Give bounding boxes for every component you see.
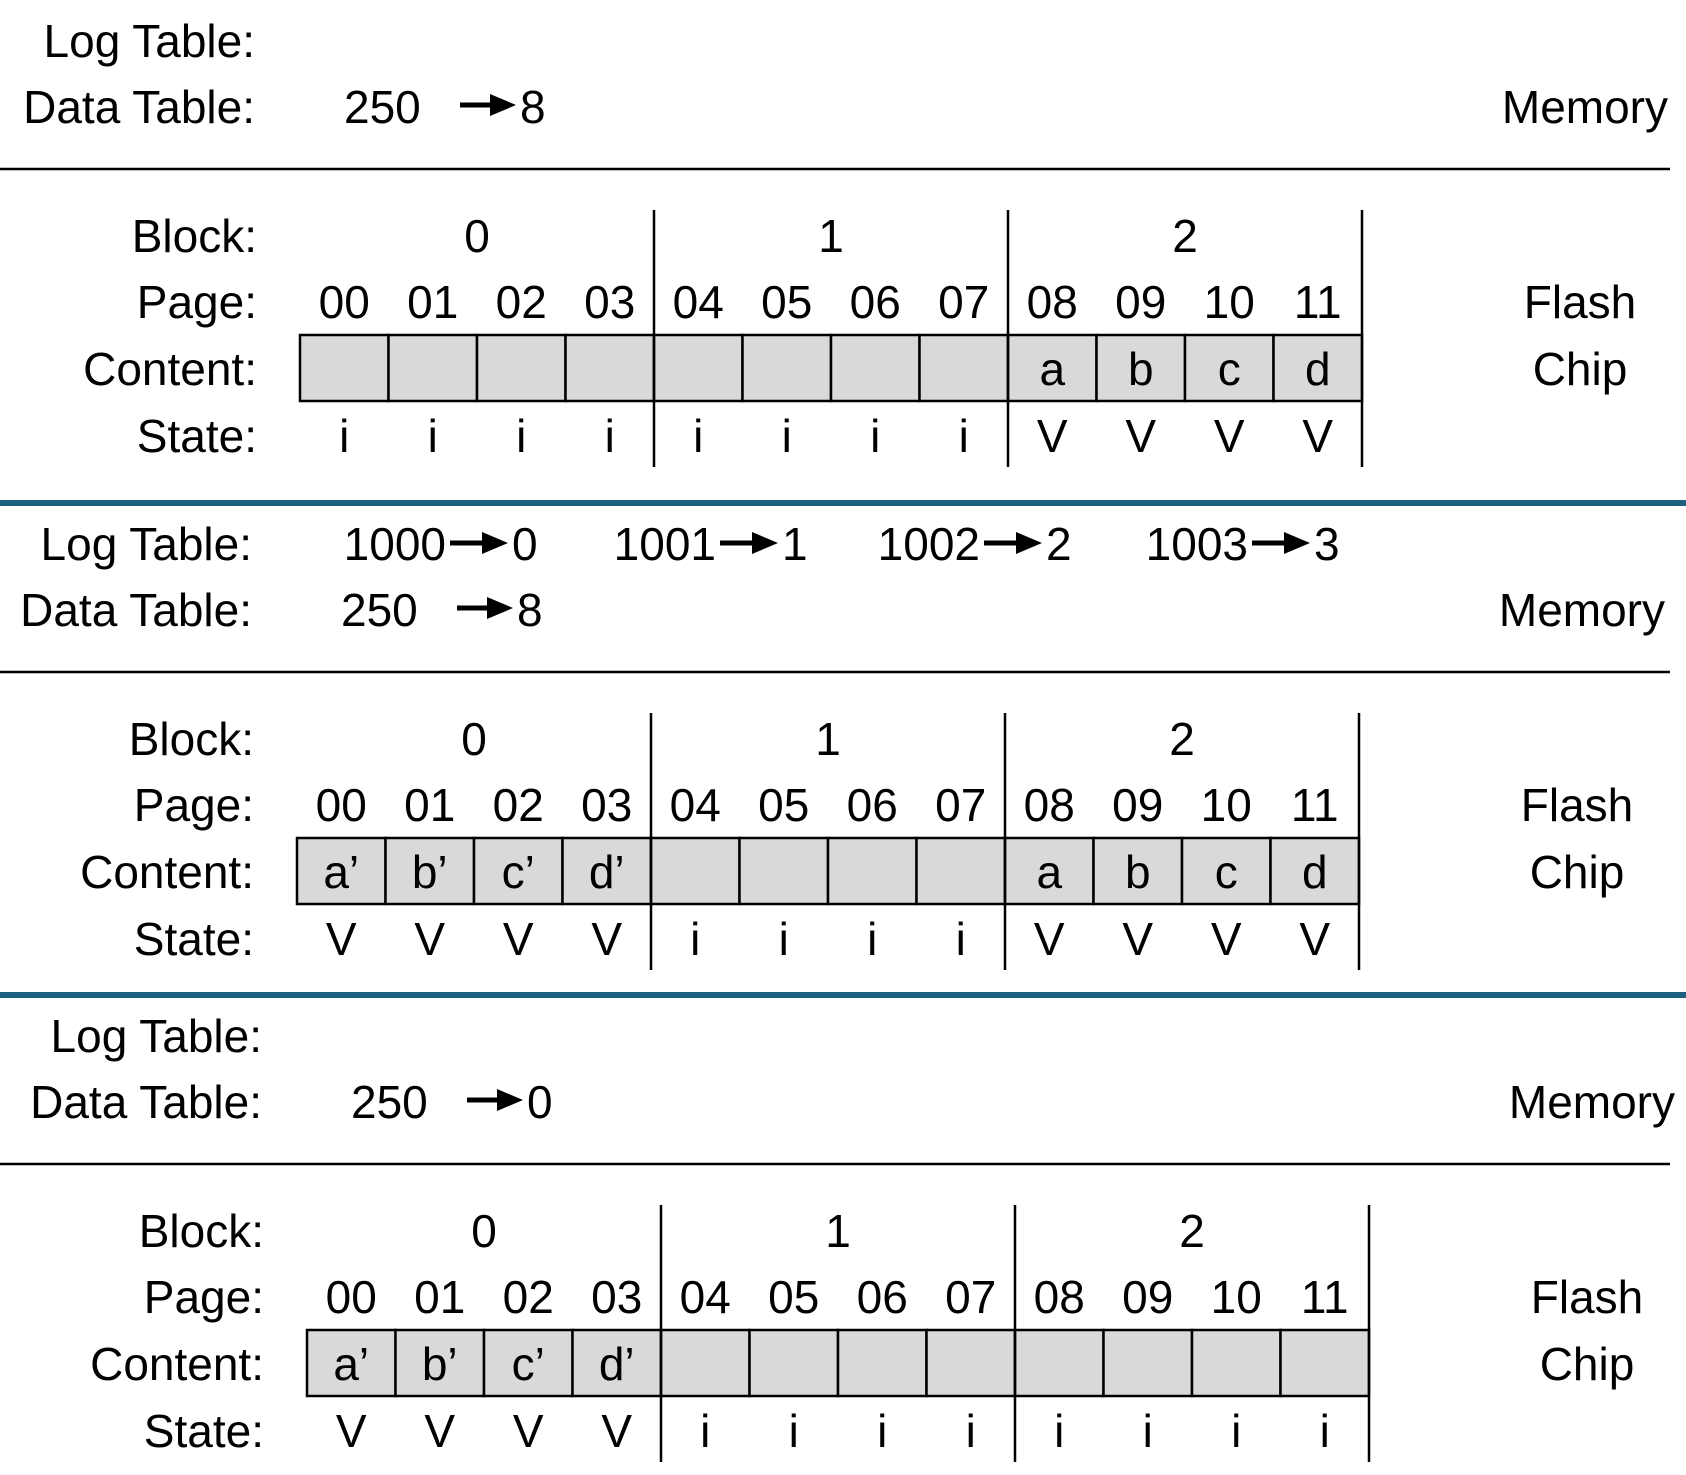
page-state: i xyxy=(693,410,704,462)
page-number: 11 xyxy=(1290,779,1339,831)
page-number: 01 xyxy=(407,276,459,328)
page-number: 06 xyxy=(846,779,898,831)
page-number: 05 xyxy=(761,276,813,328)
content-cell-value: a’ xyxy=(323,846,360,898)
content-cell xyxy=(1104,1330,1193,1396)
content-cell xyxy=(920,335,1009,401)
block-label: Block: xyxy=(138,1205,264,1257)
page-state: V xyxy=(1210,913,1242,965)
arrow-head xyxy=(1016,532,1042,554)
page-number: 09 xyxy=(1112,779,1164,831)
content-cell xyxy=(1097,335,1186,401)
page-state: i xyxy=(516,410,527,462)
content-cell xyxy=(750,1330,839,1396)
page-number: 08 xyxy=(1033,1271,1085,1323)
page-number: 06 xyxy=(856,1271,908,1323)
data-entry xyxy=(344,81,546,133)
page-number: 05 xyxy=(758,779,810,831)
page-number: 10 xyxy=(1210,1271,1262,1323)
content-cell xyxy=(1008,335,1097,401)
page-number: 04 xyxy=(679,1271,731,1323)
page-number: 10 xyxy=(1200,779,1252,831)
arrow-head xyxy=(752,532,778,554)
page-number: 11 xyxy=(1300,1271,1349,1323)
page-number: 08 xyxy=(1026,276,1078,328)
block-number: 2 xyxy=(1172,210,1198,262)
page-state: V xyxy=(414,913,446,965)
content-cell-box xyxy=(1104,1330,1193,1396)
content-cell xyxy=(1005,838,1094,904)
log-entry-arrow xyxy=(720,532,778,554)
content-cell xyxy=(566,335,655,401)
page-number: 07 xyxy=(938,276,990,328)
page-state: V xyxy=(1122,913,1154,965)
content-cell xyxy=(389,335,478,401)
content-cell-box xyxy=(661,1330,750,1396)
chip-label: Chip xyxy=(1532,343,1628,395)
content-cell xyxy=(828,838,917,904)
data-entry-from: 250 xyxy=(351,1076,428,1128)
data-entry-arrow xyxy=(467,1089,523,1111)
content-cell xyxy=(1281,1330,1370,1396)
content-cell xyxy=(477,335,566,401)
content-cell-box xyxy=(477,335,566,401)
page-number: 00 xyxy=(318,276,370,328)
content-cell-value: d xyxy=(1304,343,1331,395)
page-state: i xyxy=(788,1405,799,1457)
page-state: V xyxy=(1302,410,1334,462)
content-cell xyxy=(661,1330,750,1396)
content-cell-box xyxy=(1281,1330,1370,1396)
content-cell-box xyxy=(566,335,655,401)
arrow-head xyxy=(490,94,516,116)
page-label: Page: xyxy=(133,779,254,831)
data-entry-from: 250 xyxy=(344,81,421,133)
content-cell xyxy=(838,1330,927,1396)
log-entry xyxy=(878,518,1072,570)
content-cell-value: d’ xyxy=(598,1338,635,1390)
content-cell-value: c’ xyxy=(501,846,535,898)
log-entry-to: 0 xyxy=(512,518,538,570)
log-entry xyxy=(344,518,538,570)
page-number: 00 xyxy=(325,1271,377,1323)
page-state: V xyxy=(1299,913,1331,965)
page-state: V xyxy=(1213,410,1245,462)
page-number: 02 xyxy=(495,276,547,328)
log-entry-to: 1 xyxy=(782,518,808,570)
content-cell xyxy=(1015,1330,1104,1396)
page-state: i xyxy=(965,1405,976,1457)
block-number: 2 xyxy=(1169,713,1195,765)
content-cell xyxy=(573,1330,662,1396)
page-number: 06 xyxy=(849,276,901,328)
content-cell xyxy=(651,838,740,904)
page-number: 03 xyxy=(584,276,636,328)
page-state: i xyxy=(870,410,881,462)
chip-label: Chip xyxy=(1529,846,1625,898)
page-state: i xyxy=(1054,1405,1065,1457)
page-number: 05 xyxy=(768,1271,820,1323)
content-cell-value: b’ xyxy=(421,1338,458,1390)
page-number: 08 xyxy=(1023,779,1075,831)
data-table-label: Data Table: xyxy=(20,584,252,636)
log-table-label: Log Table: xyxy=(40,518,252,570)
content-cell-value: a xyxy=(1036,846,1063,898)
page-state: i xyxy=(1319,1405,1330,1457)
content-cell xyxy=(396,1330,485,1396)
content-label: Content: xyxy=(83,343,257,395)
page-number: 04 xyxy=(672,276,724,328)
content-cell xyxy=(927,1330,1016,1396)
page-state: i xyxy=(877,1405,888,1457)
content-cell xyxy=(1192,1330,1281,1396)
memory-label: Memory xyxy=(1498,584,1665,636)
page-number: 07 xyxy=(935,779,987,831)
chip-label: Chip xyxy=(1539,1338,1635,1390)
page-state: V xyxy=(601,1405,633,1457)
page-state: V xyxy=(335,1405,367,1457)
page-state: V xyxy=(502,913,534,965)
content-cell-value: b xyxy=(1124,846,1151,898)
content-cell-box xyxy=(1192,1330,1281,1396)
content-cell-value: a’ xyxy=(333,1338,370,1390)
page-number: 01 xyxy=(414,1271,466,1323)
page-number: 02 xyxy=(502,1271,554,1323)
page-number: 09 xyxy=(1122,1271,1174,1323)
page-label: Page: xyxy=(136,276,257,328)
page-state: i xyxy=(781,410,792,462)
log-entry-from: 1002 xyxy=(877,518,980,570)
data-entry-to: 0 xyxy=(527,1076,553,1128)
page-state: V xyxy=(1033,913,1065,965)
log-entry-arrow xyxy=(1252,532,1310,554)
content-cell-box xyxy=(743,335,832,401)
log-table-label: Log Table: xyxy=(50,1010,262,1062)
page-state: i xyxy=(1231,1405,1242,1457)
content-cell-value: c xyxy=(1217,343,1241,395)
flash-label: Flash xyxy=(1530,1271,1644,1323)
content-label: Content: xyxy=(80,846,254,898)
content-cell-box xyxy=(651,838,740,904)
arrow-head xyxy=(482,532,508,554)
page-number: 03 xyxy=(581,779,633,831)
page-state: i xyxy=(690,913,701,965)
content-cell xyxy=(743,335,832,401)
state-label: State: xyxy=(143,1405,264,1457)
page-state: i xyxy=(339,410,350,462)
page-state: i xyxy=(867,913,878,965)
page-number: 11 xyxy=(1293,276,1342,328)
page-number: 10 xyxy=(1203,276,1255,328)
content-cell-box xyxy=(740,838,829,904)
page-state: V xyxy=(1036,410,1068,462)
arrow-head xyxy=(487,597,513,619)
data-entry-to: 8 xyxy=(517,584,543,636)
panel-1 xyxy=(0,518,1670,970)
data-entry xyxy=(341,584,543,636)
log-entry-to: 2 xyxy=(1046,518,1072,570)
content-cell xyxy=(1271,838,1360,904)
page-state: V xyxy=(1125,410,1157,462)
arrow-head xyxy=(1284,532,1310,554)
page-number: 09 xyxy=(1115,276,1167,328)
block-number: 1 xyxy=(818,210,844,262)
content-cell-box xyxy=(654,335,743,401)
content-cell-box xyxy=(300,335,389,401)
content-cell-box xyxy=(389,335,478,401)
data-entry-to: 8 xyxy=(520,81,546,133)
content-cell-value: d’ xyxy=(588,846,625,898)
content-cell xyxy=(1182,838,1271,904)
content-cell xyxy=(484,1330,573,1396)
block-number: 0 xyxy=(461,713,487,765)
flash-label: Flash xyxy=(1523,276,1637,328)
content-cell-box xyxy=(831,335,920,401)
page-number: 03 xyxy=(591,1271,643,1323)
content-cell-box xyxy=(1015,1330,1104,1396)
content-cell xyxy=(1274,335,1363,401)
content-cell-box xyxy=(750,1330,839,1396)
block-number: 0 xyxy=(471,1205,497,1257)
page-number: 00 xyxy=(315,779,367,831)
block-label: Block: xyxy=(128,713,254,765)
content-cell xyxy=(917,838,1006,904)
log-entry xyxy=(1146,518,1340,570)
content-cell xyxy=(300,335,389,401)
panel-2 xyxy=(0,1010,1675,1462)
page-state: i xyxy=(427,410,438,462)
page-state: V xyxy=(591,913,623,965)
content-cell-box xyxy=(838,1330,927,1396)
page-state: i xyxy=(700,1405,711,1457)
content-cell-value: b’ xyxy=(411,846,448,898)
log-entry-from: 1003 xyxy=(1145,518,1248,570)
content-cell-box xyxy=(927,1330,1016,1396)
page-state: V xyxy=(325,913,357,965)
data-entry-from: 250 xyxy=(341,584,418,636)
content-cell-box xyxy=(920,335,1009,401)
content-cell-value: d xyxy=(1301,846,1328,898)
content-cell xyxy=(831,335,920,401)
content-cell xyxy=(1185,335,1274,401)
block-number: 0 xyxy=(464,210,490,262)
data-entry-arrow xyxy=(457,597,513,619)
content-cell xyxy=(1094,838,1183,904)
page-label: Page: xyxy=(143,1271,264,1323)
content-cell-value: a xyxy=(1039,343,1066,395)
data-entry-arrow xyxy=(460,94,516,116)
log-table-label: Log Table: xyxy=(43,15,255,67)
data-table-label: Data Table: xyxy=(23,81,255,133)
block-number: 1 xyxy=(815,713,841,765)
content-cell-value: b xyxy=(1127,343,1154,395)
flash-label: Flash xyxy=(1520,779,1634,831)
block-label: Block: xyxy=(131,210,257,262)
content-cell-box xyxy=(917,838,1006,904)
content-cell-value: c xyxy=(1214,846,1238,898)
content-cell xyxy=(297,838,386,904)
arrow-head xyxy=(497,1089,523,1111)
block-number: 2 xyxy=(1179,1205,1205,1257)
content-cell xyxy=(386,838,475,904)
content-cell-box xyxy=(828,838,917,904)
content-cell xyxy=(740,838,829,904)
log-entry-arrow xyxy=(450,532,508,554)
page-state: i xyxy=(1142,1405,1153,1457)
page-state: i xyxy=(958,410,969,462)
content-cell-value: c’ xyxy=(511,1338,545,1390)
memory-label: Memory xyxy=(1501,81,1668,133)
content-cell xyxy=(307,1330,396,1396)
log-entry-from: 1000 xyxy=(343,518,446,570)
log-entry-from: 1001 xyxy=(613,518,716,570)
data-entry xyxy=(351,1076,553,1128)
memory-label: Memory xyxy=(1508,1076,1675,1128)
content-label: Content: xyxy=(90,1338,264,1390)
state-label: State: xyxy=(133,913,254,965)
content-cell xyxy=(474,838,563,904)
log-entry-arrow xyxy=(984,532,1042,554)
page-number: 01 xyxy=(404,779,456,831)
content-cell xyxy=(563,838,652,904)
page-state: i xyxy=(955,913,966,965)
log-entry xyxy=(614,518,808,570)
page-state: i xyxy=(604,410,615,462)
page-state: V xyxy=(512,1405,544,1457)
log-entry-to: 3 xyxy=(1314,518,1340,570)
page-state: i xyxy=(778,913,789,965)
data-table-label: Data Table: xyxy=(30,1076,262,1128)
block-number: 1 xyxy=(825,1205,851,1257)
page-state: V xyxy=(424,1405,456,1457)
page-number: 02 xyxy=(492,779,544,831)
page-number: 04 xyxy=(669,779,721,831)
state-label: State: xyxy=(136,410,257,462)
panel-0 xyxy=(0,15,1670,467)
content-cell xyxy=(654,335,743,401)
page-number: 07 xyxy=(945,1271,997,1323)
